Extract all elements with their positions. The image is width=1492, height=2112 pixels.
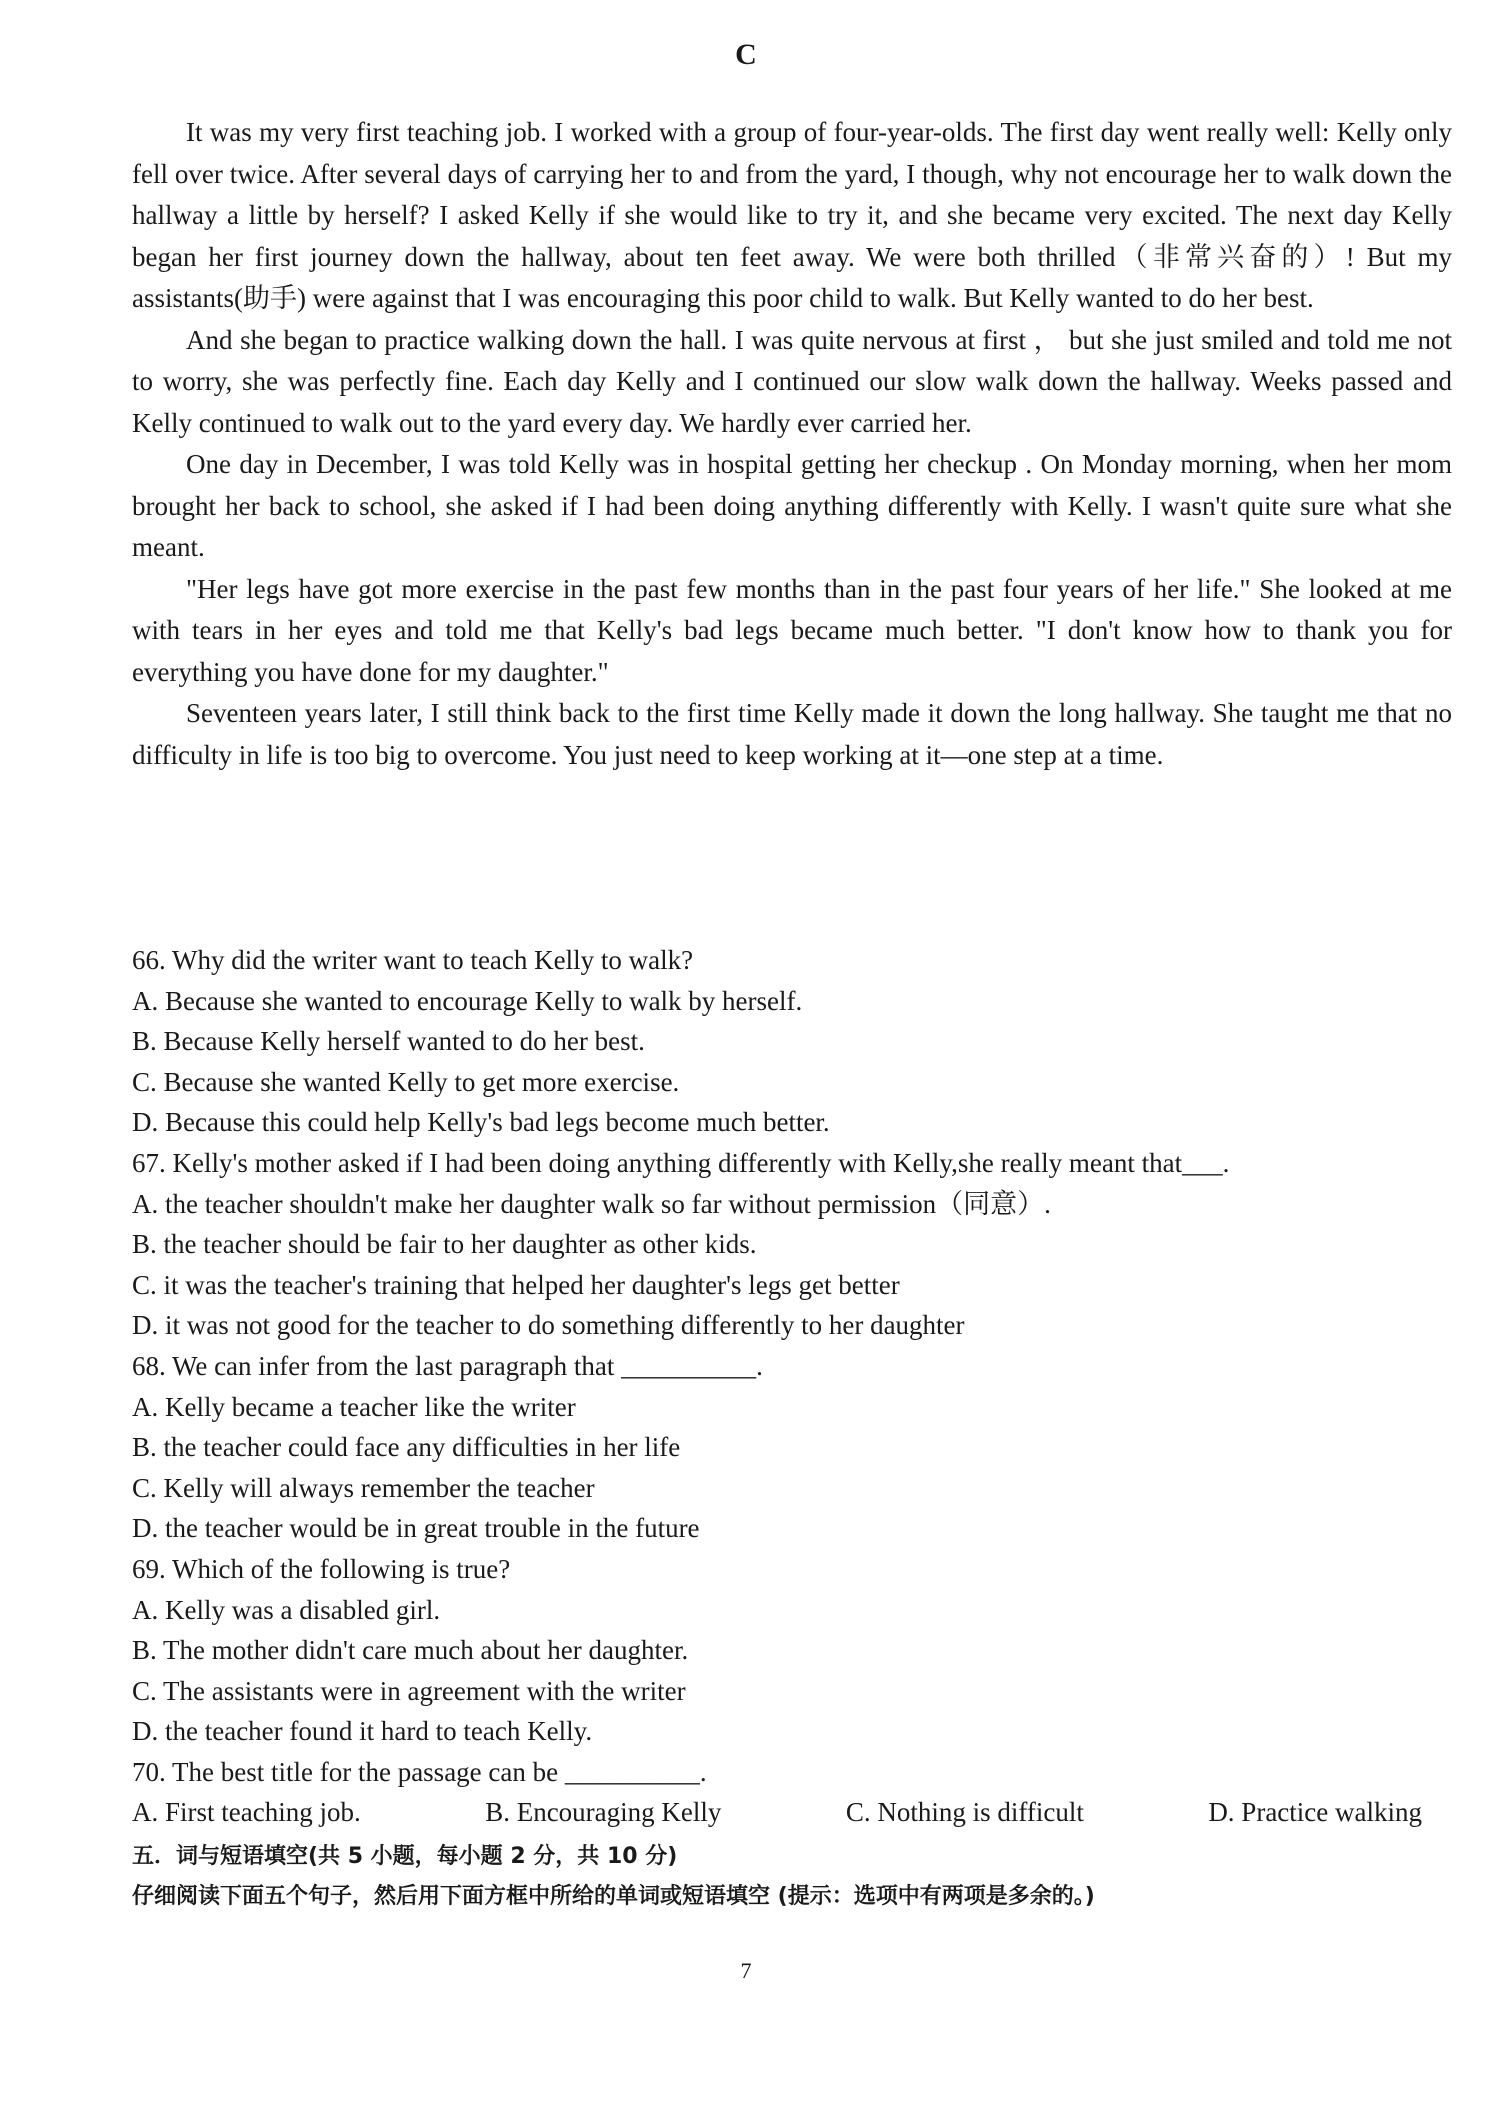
- question-70: [132, 1752, 1452, 1833]
- option-b: B. the teacher could face any difficulties in her life: [132, 1432, 681, 1463]
- option-a: A. First teaching job.: [132, 1797, 361, 1828]
- passage-paragraph: And she began to practice walking down the hall. I was quite nervous at first ， but she just smiled and told me not to worry, she was perfectly fine. Each day Kelly and I continued our slow walk down the hallway. Weeks passed and Kelly continued to walk out to the yard every day. We hardly ever carried her.: [132, 324, 1452, 438]
- section-heading: 五．词与短语填空(共 5 小题，每小题 2 分，共 10 分): [132, 1844, 678, 1869]
- option-c: C. Kelly will always remember the teacher: [132, 1472, 595, 1503]
- question-stem: 69. Which of the following is true?: [132, 1553, 511, 1584]
- question-66: [132, 940, 1452, 1143]
- section-instruction: 仔细阅读下面五个句子，然后用下面方框中所给的单词或短语填空 (提示：选项中有两项是多余的。): [132, 1884, 1095, 1909]
- option-b: B. the teacher should be fair to her daughter as other kids.: [132, 1229, 757, 1260]
- option-b: B. The mother didn't care much about her daughter.: [132, 1635, 689, 1666]
- passage-paragraph: Seventeen years later, I still think back to the first time Kelly made it down the long hallway. She taught me that no difficulty in life is too big to overcome. You just need to keep working at it—one step at a time.: [132, 698, 1452, 770]
- passage-paragraph: "Her legs have got more exercise in the past few months than in the past four years of her life." She looked at me with tears in her eyes and told me that Kelly's bad legs became much better. "I don't know how to thank you for everything you have done for my daughter.": [132, 573, 1452, 687]
- option-b: B. Because Kelly herself wanted to do her best.: [132, 1026, 645, 1057]
- option-a: A. Kelly became a teacher like the writer: [132, 1391, 576, 1422]
- option-a: A. Because she wanted to encourage Kelly to walk by herself.: [132, 985, 803, 1016]
- question-68: [132, 1346, 1452, 1549]
- section-letter: C: [735, 38, 757, 71]
- page-number: 7: [740, 1958, 752, 1983]
- option-c: C. The assistants were in agreement with the writer: [132, 1675, 686, 1706]
- section-five-header: [132, 1837, 1452, 1917]
- option-d: D. Practice walking: [1208, 1797, 1422, 1828]
- reading-passage: [132, 112, 1452, 776]
- option-a: A. Kelly was a disabled girl.: [132, 1594, 441, 1625]
- question-stem: 68. We can infer from the last paragraph that __________.: [132, 1350, 763, 1381]
- option-d: D. it was not good for the teacher to do something differently to her daughter: [132, 1310, 965, 1341]
- option-c: C. Nothing is difficult: [845, 1797, 1084, 1828]
- option-d: D. Because this could help Kelly's bad legs become much better.: [132, 1107, 830, 1138]
- option-b: B. Encouraging Kelly: [485, 1797, 722, 1828]
- question-stem: 70. The best title for the passage can be __________.: [132, 1756, 707, 1787]
- option-c: C. it was the teacher's training that helped her daughter's legs get better: [132, 1269, 900, 1300]
- passage-paragraph: One day in December, I was told Kelly was in hospital getting her checkup . On Monday morning, when her mom brought her back to school, she asked if I had been doing anything differently with Kelly. I wasn't quite sure what she meant.: [132, 449, 1452, 562]
- option-d: D. the teacher would be in great trouble in the future: [132, 1513, 700, 1544]
- question-67: [132, 1143, 1452, 1346]
- passage-paragraph: It was my very first teaching job. I worked with a group of four-year-olds. The first day went really well: Kelly only fell over twice. After several days of carrying her to and from the yard, I though, why not encourage her to walk down the hallway a little by herself? I asked Kelly if she would like to try it, and she became very excited. The next day Kelly began her first journey down the hallway, about ten feet away. We were both thrilled（非常兴奋的）! But my assistants(助手) were against that I was encouraging this poor child to walk. But Kelly wanted to do her best.: [132, 117, 1452, 313]
- option-d: D. the teacher found it hard to teach Kelly.: [132, 1716, 593, 1747]
- option-c: C. Because she wanted Kelly to get more exercise.: [132, 1066, 680, 1097]
- options-row: [132, 1792, 1422, 1833]
- question-69: [132, 1549, 1452, 1752]
- option-a: A. the teacher shouldn't make her daughter walk so far without permission（同意）.: [132, 1188, 1051, 1219]
- question-stem: 66. Why did the writer want to teach Kelly to walk?: [132, 945, 694, 975]
- question-list: [132, 940, 1452, 1833]
- question-stem: 67. Kelly's mother asked if I had been doing anything differently with Kelly,she really meant that___.: [132, 1147, 1230, 1178]
